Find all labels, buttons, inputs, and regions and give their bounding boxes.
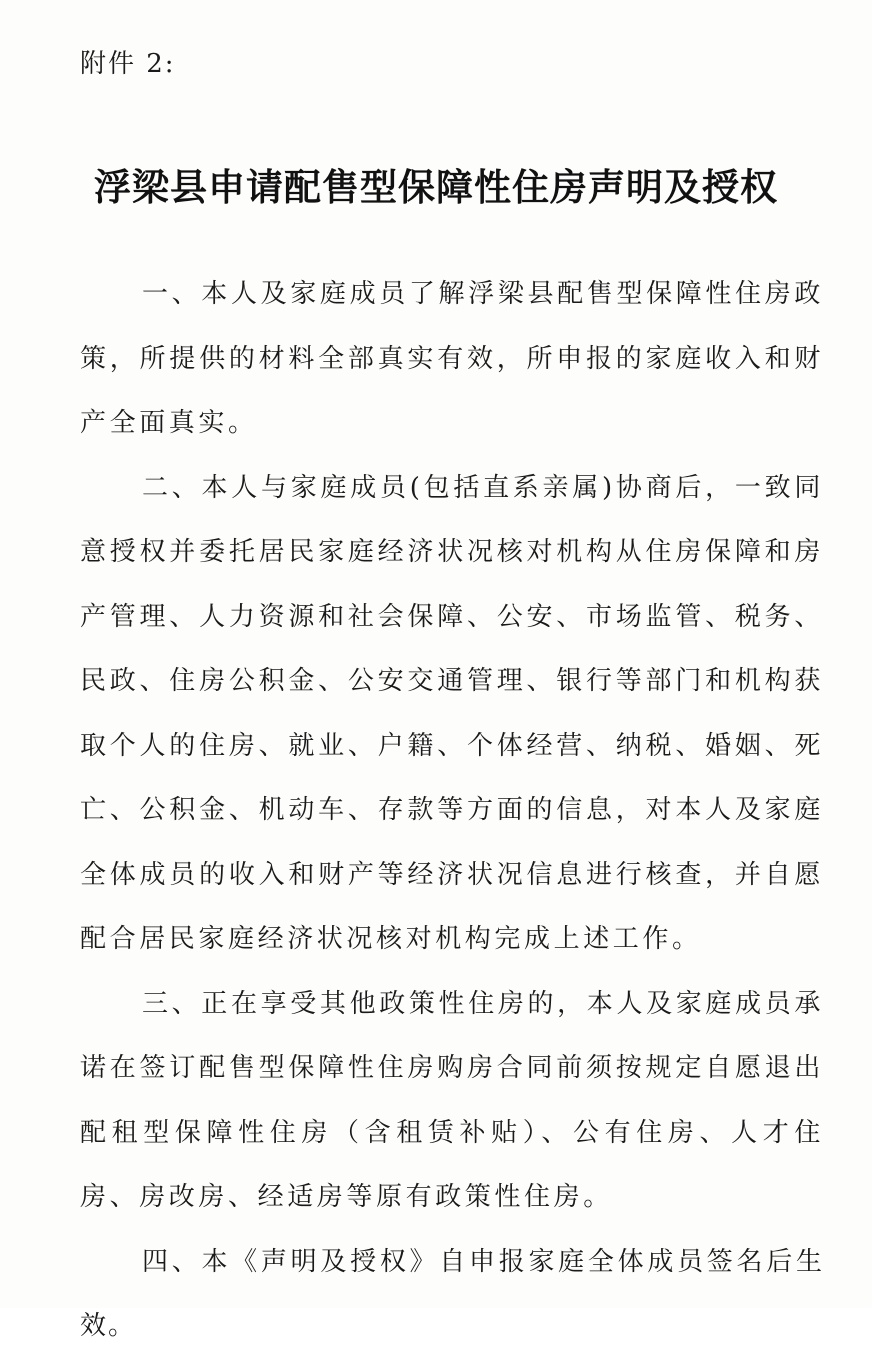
paragraph-3: 三、正在享受其他政策性住房的，本人及家庭成员承诺在签订配售型保障性住房购房合同前须按规定自愿退出配租型保障性住房（含租赁补贴）、公有住房、人才住房、房改房、经适房等原有政策性住房。 [80, 988, 824, 1212]
document-title: 浮梁县申请配售型保障性住房声明及授权 [94, 166, 778, 209]
paragraph-4: 四、本《声明及授权》自申报家庭全体成员签名后生效。 [80, 1246, 824, 1341]
paragraph-2: 二、本人与家庭成员(包括直系亲属)协商后，一致同意授权并委托居民家庭经济状况核对机构从住房保障和房产管理、人力资源和社会保障、公安、市场监管、税务、民政、住房公积金、公安交通管理、银行等部门和机构获取个人的住房、就业、户籍、个体经营、纳税、婚姻、死亡、公积金、机动车、存款等方面的信息，对本人及家庭全体成员的收入和财产等经济状况信息进行核查，并自愿配合居民家庭经济状况核对机构完成上述工作。 [80, 472, 824, 954]
document-body [80, 262, 824, 1359]
paragraph-1: 一、本人及家庭成员了解浮梁县配售型保障性住房政策，所提供的材料全部真实有效，所申报的家庭收入和财产全面真实。 [80, 279, 824, 438]
attachment-label: 附件 2: [80, 49, 176, 79]
